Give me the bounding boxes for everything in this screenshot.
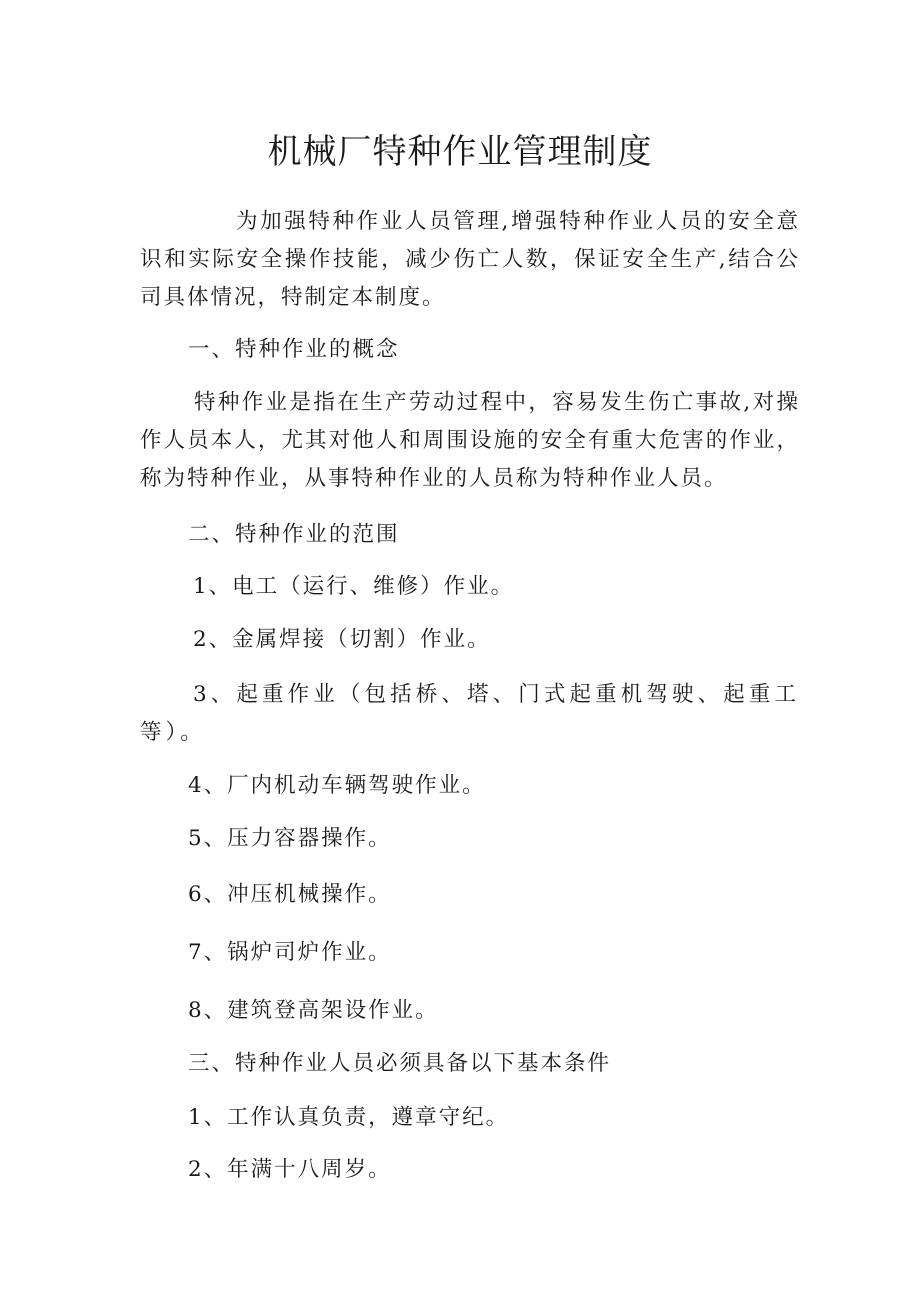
scope-item: 8、建筑登高架设作业。 <box>188 998 439 1023</box>
section2-heading: 二、特种作业的范围 <box>188 522 400 547</box>
condition-item: 1、工作认真负责，遵章守纪。 <box>188 1105 510 1130</box>
condition-item: 2、年满十八周岁。 <box>188 1157 392 1182</box>
scope-item: 5、压力容器操作。 <box>188 826 392 851</box>
scope-item: 3、起重作业（包括桥、塔、门式起重机驾驶、起重工等）。 <box>140 682 800 745</box>
intro-paragraph: 为加强特种作业人员管理,增强特种作业人员的安全意识和实际安全操作技能，减少伤亡人数，保证安全生产,结合公司具体情况，特制定本制度。 <box>140 209 800 310</box>
section3-heading: 三、特种作业人员必须具备以下基本条件 <box>188 1051 612 1076</box>
scope-item: 6、冲压机械操作。 <box>188 882 392 907</box>
document-title: 机械厂特种作业管理制度 <box>267 132 653 172</box>
scope-item: 7、锅炉司炉作业。 <box>188 940 392 965</box>
scope-item: 1、电工（运行、维修）作业。 <box>193 574 515 599</box>
section1-heading: 一、特种作业的概念 <box>188 337 400 362</box>
scope-item: 4、厂内机动车辆驾驶作业。 <box>188 773 486 798</box>
scope-item: 2、金属焊接（切割）作业。 <box>193 627 491 652</box>
section1-body: 特种作业是指在生产劳动过程中，容易发生伤亡事故,对操作人员本人，尤其对他人和周围设施的安全有重大危害的作业，称为特种作业，从事特种作业的人员称为特种作业人员。 <box>140 390 800 491</box>
